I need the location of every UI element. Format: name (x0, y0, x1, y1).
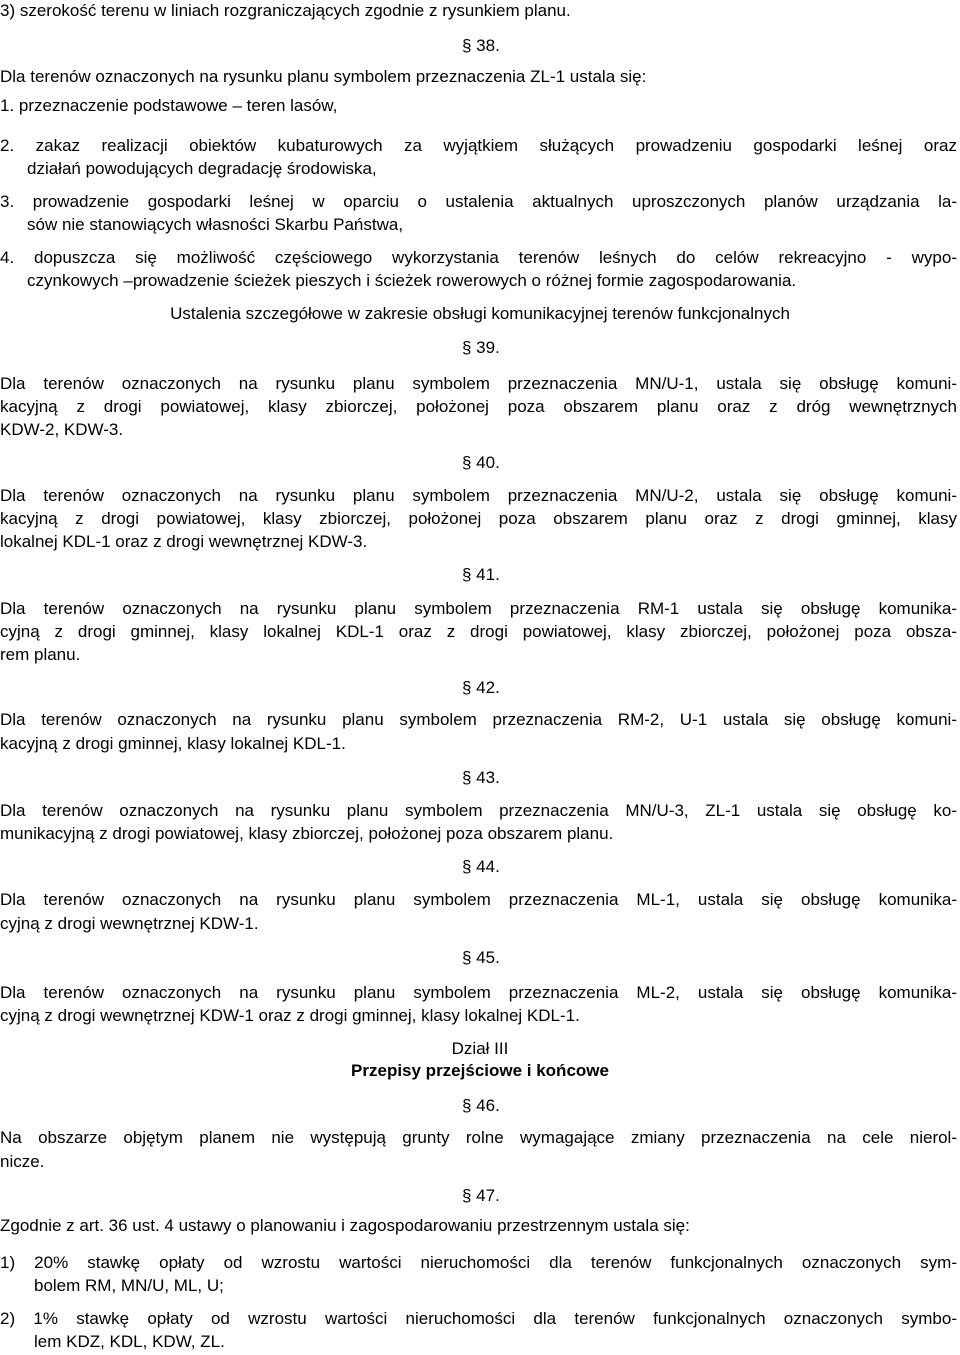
paragraph-line: kacyjną z drogi powiatowej, klasy zbiorczej, położonej poza obszarem planu oraz z drogi gminnej, klasy (0, 509, 957, 528)
list-item-continuation: działań powodujących degradację środowiska, (27, 159, 377, 178)
section-heading-41: § 41. (462, 565, 500, 584)
section-heading-39: § 39. (462, 338, 500, 357)
paragraph-line: KDW-2, KDW-3. (0, 420, 124, 439)
list-item: 1) 20% stawkę opłaty od wzrostu wartości nieruchomości dla terenów funkcjonalnych oznaczonych sym- (0, 1253, 957, 1272)
division-title: Przepisy przejściowe i końcowe (351, 1061, 609, 1080)
paragraph-line: Dla terenów oznaczonych na rysunku planu symbolem przeznaczenia MN/U-1, ustala się obsługę komuni- (0, 374, 957, 393)
section-heading-40: § 40. (462, 453, 500, 472)
paragraph-line: Na obszarze objętym planem nie występują grunty rolne wymagające zmiany przeznaczenia na cele nierol- (0, 1128, 957, 1147)
list-item-continuation: bolem RM, MN/U, ML, U; (34, 1276, 224, 1295)
section-heading-38: § 38. (462, 36, 500, 55)
paragraph-line: Dla terenów oznaczonych na rysunku planu symbolem przeznaczenia MN/U-3, ZL-1 ustala się obsługę ko- (0, 801, 957, 820)
list-item-continuation: czynkowych –prowadzenie ścieżek pieszych i ścieżek rowerowych o różnej formie zagospodarowania. (27, 271, 797, 290)
list-item-continuation: sów nie stanowiących własności Skarbu Państwa, (27, 215, 404, 234)
paragraph-line: kacyjną z drogi powiatowej, klasy zbiorczej, położonej poza obszarem planu oraz z dróg wewnętrznych (0, 397, 957, 416)
paragraph-line: cyjną z drogi gminnej, klasy lokalnej KDL-1 oraz z drogi powiatowej, klasy zbiorczej, położonej poza obsza- (0, 622, 957, 641)
section-heading-44: § 44. (462, 857, 500, 876)
paragraph-line: Dla terenów oznaczonych na rysunku planu symbolem przeznaczenia MN/U-2, ustala się obsługę komuni- (0, 486, 957, 505)
paragraph-line: nicze. (0, 1152, 45, 1171)
paragraph-line: Dla terenów oznaczonych na rysunku planu symbolem przeznaczenia ML-1, ustala się obsługę komunika- (0, 890, 957, 909)
section-heading-47: § 47. (462, 1186, 500, 1205)
paragraph-line: Dla terenów oznaczonych na rysunku planu symbolem przeznaczenia ML-2, ustala się obsługę komunika- (0, 983, 957, 1002)
paragraph-line: cyjną z drogi wewnętrznej KDW-1 oraz z drogi gminnej, klasy lokalnej KDL-1. (0, 1006, 580, 1025)
section-heading-42: § 42. (462, 678, 500, 697)
paragraph-line: Dla terenów oznaczonych na rysunku planu symbolem przeznaczenia RM-2, U-1 ustala się obsługę komuni- (0, 710, 957, 729)
division-label: Dział III (451, 1039, 509, 1058)
list-item-continuation: lem KDZ, KDL, KDW, ZL. (34, 1332, 225, 1351)
paragraph-line: lokalnej KDL-1 oraz z drogi wewnętrznej KDW-3. (0, 532, 368, 551)
section-title: Ustalenia szczegółowe w zakresie obsługi komunikacyjnej terenów funkcjonalnych (170, 304, 790, 323)
paragraph-line: kacyjną z drogi gminnej, klasy lokalnej KDL-1. (0, 734, 346, 753)
section-heading-46: § 46. (462, 1096, 500, 1115)
section-heading-45: § 45. (462, 948, 500, 967)
list-item: 4. dopuszcza się możliwość częściowego wykorzystania terenów leśnych do celów rekreacyjno - wypo- (0, 248, 957, 267)
list-item: 3) szerokość terenu w liniach rozgraniczających zgodnie z rysunkiem planu. (0, 1, 571, 20)
list-item: 2. zakaz realizacji obiektów kubaturowych za wyjątkiem służących prowadzeniu gospodarki leśnej oraz (0, 136, 957, 155)
list-item: 2) 1% stawkę opłaty od wzrostu wartości nieruchomości dla terenów funkcjonalnych oznaczonych symbo- (0, 1309, 957, 1328)
paragraph-line: Dla terenów oznaczonych na rysunku planu symbolem przeznaczenia RM-1 ustala się obsługę komunika- (0, 599, 957, 618)
list-item: 1. przeznaczenie podstawowe – teren lasów, (0, 96, 338, 115)
paragraph-line: cyjną z drogi wewnętrznej KDW-1. (0, 914, 259, 933)
section-lead: Dla terenów oznaczonych na rysunku planu symbolem przeznaczenia ZL-1 ustala się: (0, 67, 647, 86)
paragraph-line: rem planu. (0, 645, 81, 664)
list-item: 3. prowadzenie gospodarki leśnej w oparciu o ustalenia aktualnych uproszczonych planów urządzania la- (0, 192, 957, 211)
section-heading-43: § 43. (462, 768, 500, 787)
paragraph-line: munikacyjną z drogi powiatowej, klasy zbiorczej, położonej poza obszarem planu. (0, 824, 614, 843)
section-lead: Zgodnie z art. 36 ust. 4 ustawy o planowaniu i zagospodarowaniu przestrzennym ustala się: (0, 1216, 690, 1235)
